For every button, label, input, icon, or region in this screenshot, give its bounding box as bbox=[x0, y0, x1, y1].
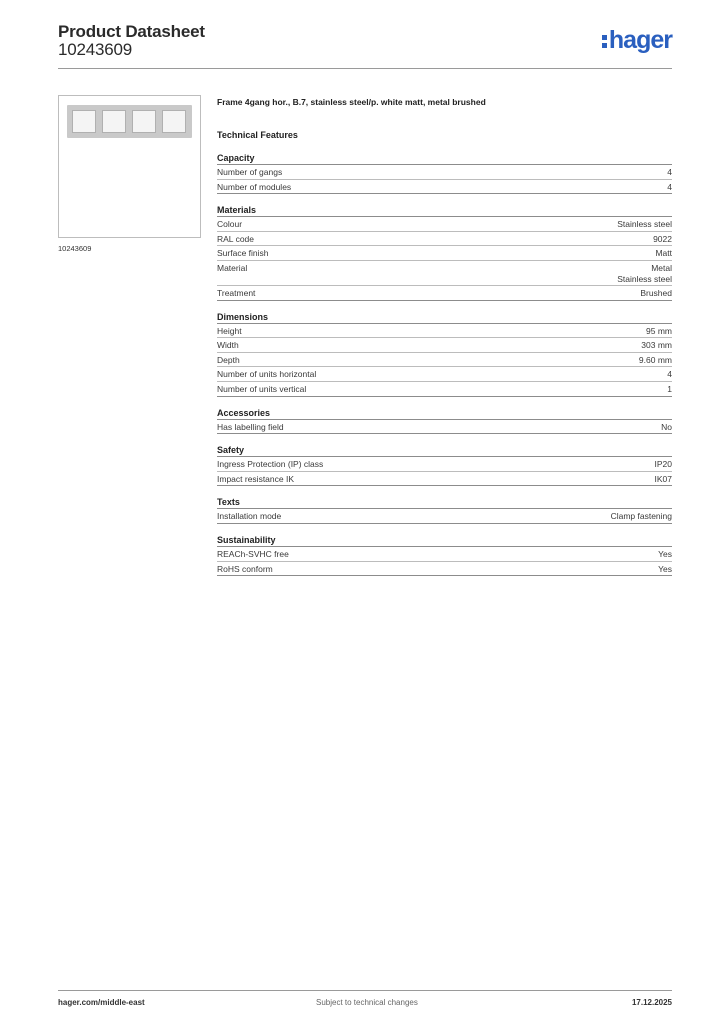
spec-value-line: 95 mm bbox=[646, 325, 672, 336]
spec-value-line: 4 bbox=[667, 369, 672, 380]
spec-value-line: 303 mm bbox=[641, 340, 672, 351]
image-caption: 10243609 bbox=[58, 244, 92, 253]
spec-value-line: 9.60 mm bbox=[638, 354, 672, 365]
spec-label: Number of units horizontal bbox=[217, 369, 317, 380]
spec-row bbox=[217, 217, 672, 232]
frame-opening bbox=[72, 110, 96, 133]
spec-label: Installation mode bbox=[217, 511, 282, 522]
spec-value-line: Matt bbox=[655, 248, 672, 259]
frame-opening bbox=[102, 110, 126, 133]
section-title: Capacity bbox=[217, 151, 672, 165]
spec-value bbox=[611, 511, 672, 522]
spec-value-line: 4 bbox=[667, 181, 672, 192]
section-title: Accessories bbox=[217, 406, 672, 420]
spec-value-line: 4 bbox=[667, 167, 672, 177]
spec-label: Surface finish bbox=[217, 248, 269, 259]
spec-row bbox=[217, 180, 672, 195]
spec-row bbox=[217, 165, 672, 180]
spec-section bbox=[217, 533, 672, 576]
spec-label: Height bbox=[217, 325, 242, 336]
spec-value bbox=[639, 355, 672, 366]
header-divider bbox=[58, 68, 672, 69]
spec-section bbox=[217, 495, 672, 524]
spec-value bbox=[667, 384, 672, 395]
spec-value-line: Metal bbox=[651, 262, 672, 273]
section-title: Materials bbox=[217, 203, 672, 217]
spec-section bbox=[217, 203, 672, 300]
product-image bbox=[58, 95, 201, 238]
spec-row bbox=[217, 232, 672, 247]
section-title: Safety bbox=[217, 443, 672, 457]
footer-notice: Subject to technical changes bbox=[316, 998, 418, 1007]
spec-value-line: IP20 bbox=[654, 459, 672, 470]
spec-row bbox=[217, 338, 672, 353]
spec-label: RoHS conform bbox=[217, 563, 273, 574]
spec-value-line: Yes bbox=[658, 548, 672, 559]
spec-value bbox=[655, 459, 673, 470]
spec-label: Number of gangs bbox=[217, 167, 283, 177]
spec-value bbox=[655, 474, 673, 485]
spec-value bbox=[641, 340, 672, 351]
spec-value-line: Stainless steel bbox=[617, 219, 672, 230]
spec-value-line: Yes bbox=[658, 563, 672, 574]
spec-row bbox=[217, 547, 672, 562]
spec-value-line: Stainless steel bbox=[617, 273, 672, 284]
spec-row bbox=[217, 472, 672, 487]
footer-website-link[interactable]: hager.com/middle-east bbox=[58, 998, 145, 1007]
spec-label: Treatment bbox=[217, 287, 256, 298]
spec-label: Ingress Protection (IP) class bbox=[217, 459, 324, 470]
spec-row bbox=[217, 420, 672, 435]
page-footer bbox=[58, 998, 672, 1010]
section-title: Dimensions bbox=[217, 310, 672, 324]
spec-value-line: 9022 bbox=[653, 233, 672, 244]
spec-label: Material bbox=[217, 262, 248, 273]
logo-dots-icon bbox=[602, 28, 608, 50]
spec-label: Has labelling field bbox=[217, 421, 284, 432]
spec-value bbox=[667, 369, 672, 380]
spec-value bbox=[667, 167, 672, 178]
spec-label: Number of units vertical bbox=[217, 383, 307, 394]
section-title: Texts bbox=[217, 495, 672, 509]
frame-opening bbox=[162, 110, 186, 133]
spec-value bbox=[653, 234, 672, 245]
frame-4gang-illustration bbox=[67, 105, 192, 138]
spec-value-line: Clamp fastening bbox=[610, 511, 672, 522]
spec-label: RAL code bbox=[217, 233, 255, 244]
footer-date: 17.12.2025 bbox=[631, 998, 672, 1007]
spec-label: Depth bbox=[217, 354, 240, 365]
product-number: 10243609 bbox=[58, 40, 133, 59]
footer-divider bbox=[58, 990, 672, 991]
spec-row bbox=[217, 324, 672, 339]
frame-opening bbox=[132, 110, 156, 133]
spec-row bbox=[217, 286, 672, 301]
page-header bbox=[58, 22, 672, 70]
spec-value bbox=[646, 326, 672, 337]
spec-value bbox=[661, 422, 672, 433]
technical-content bbox=[217, 95, 672, 576]
section-title: Sustainability bbox=[217, 533, 672, 547]
spec-section bbox=[217, 310, 672, 397]
spec-value-line: 1 bbox=[667, 383, 672, 394]
spec-row bbox=[217, 562, 672, 577]
spec-value bbox=[617, 263, 672, 285]
spec-label: Number of modules bbox=[217, 181, 292, 192]
spec-label: Impact resistance IK bbox=[217, 473, 295, 484]
spec-label: Width bbox=[217, 340, 239, 351]
spec-value-line: No bbox=[661, 421, 672, 432]
spec-value-line: IK07 bbox=[654, 473, 672, 484]
spec-section bbox=[217, 151, 672, 194]
spec-value bbox=[617, 219, 672, 230]
spec-value bbox=[655, 248, 672, 259]
hager-logo bbox=[602, 28, 672, 53]
spec-row bbox=[217, 353, 672, 368]
spec-label: REACh-SVHC free bbox=[217, 548, 289, 559]
spec-row bbox=[217, 382, 672, 397]
spec-value bbox=[640, 288, 672, 299]
spec-value bbox=[658, 564, 672, 575]
technical-features-heading: Technical Features bbox=[217, 130, 298, 140]
spec-row bbox=[217, 246, 672, 261]
spec-row bbox=[217, 457, 672, 472]
spec-row bbox=[217, 367, 672, 382]
spec-row bbox=[217, 261, 672, 286]
spec-value bbox=[667, 182, 672, 193]
logo-text: hager bbox=[608, 26, 672, 54]
product-description: Frame 4gang hor., B.7, stainless steel/p. white matt, metal brushed bbox=[217, 97, 486, 107]
spec-row bbox=[217, 509, 672, 524]
spec-sections bbox=[217, 151, 672, 576]
document-title: Product Datasheet bbox=[58, 22, 205, 41]
spec-value bbox=[658, 549, 672, 560]
spec-section bbox=[217, 406, 672, 435]
spec-section bbox=[217, 443, 672, 486]
spec-value-line: Brushed bbox=[640, 287, 672, 298]
spec-label: Colour bbox=[217, 219, 243, 230]
